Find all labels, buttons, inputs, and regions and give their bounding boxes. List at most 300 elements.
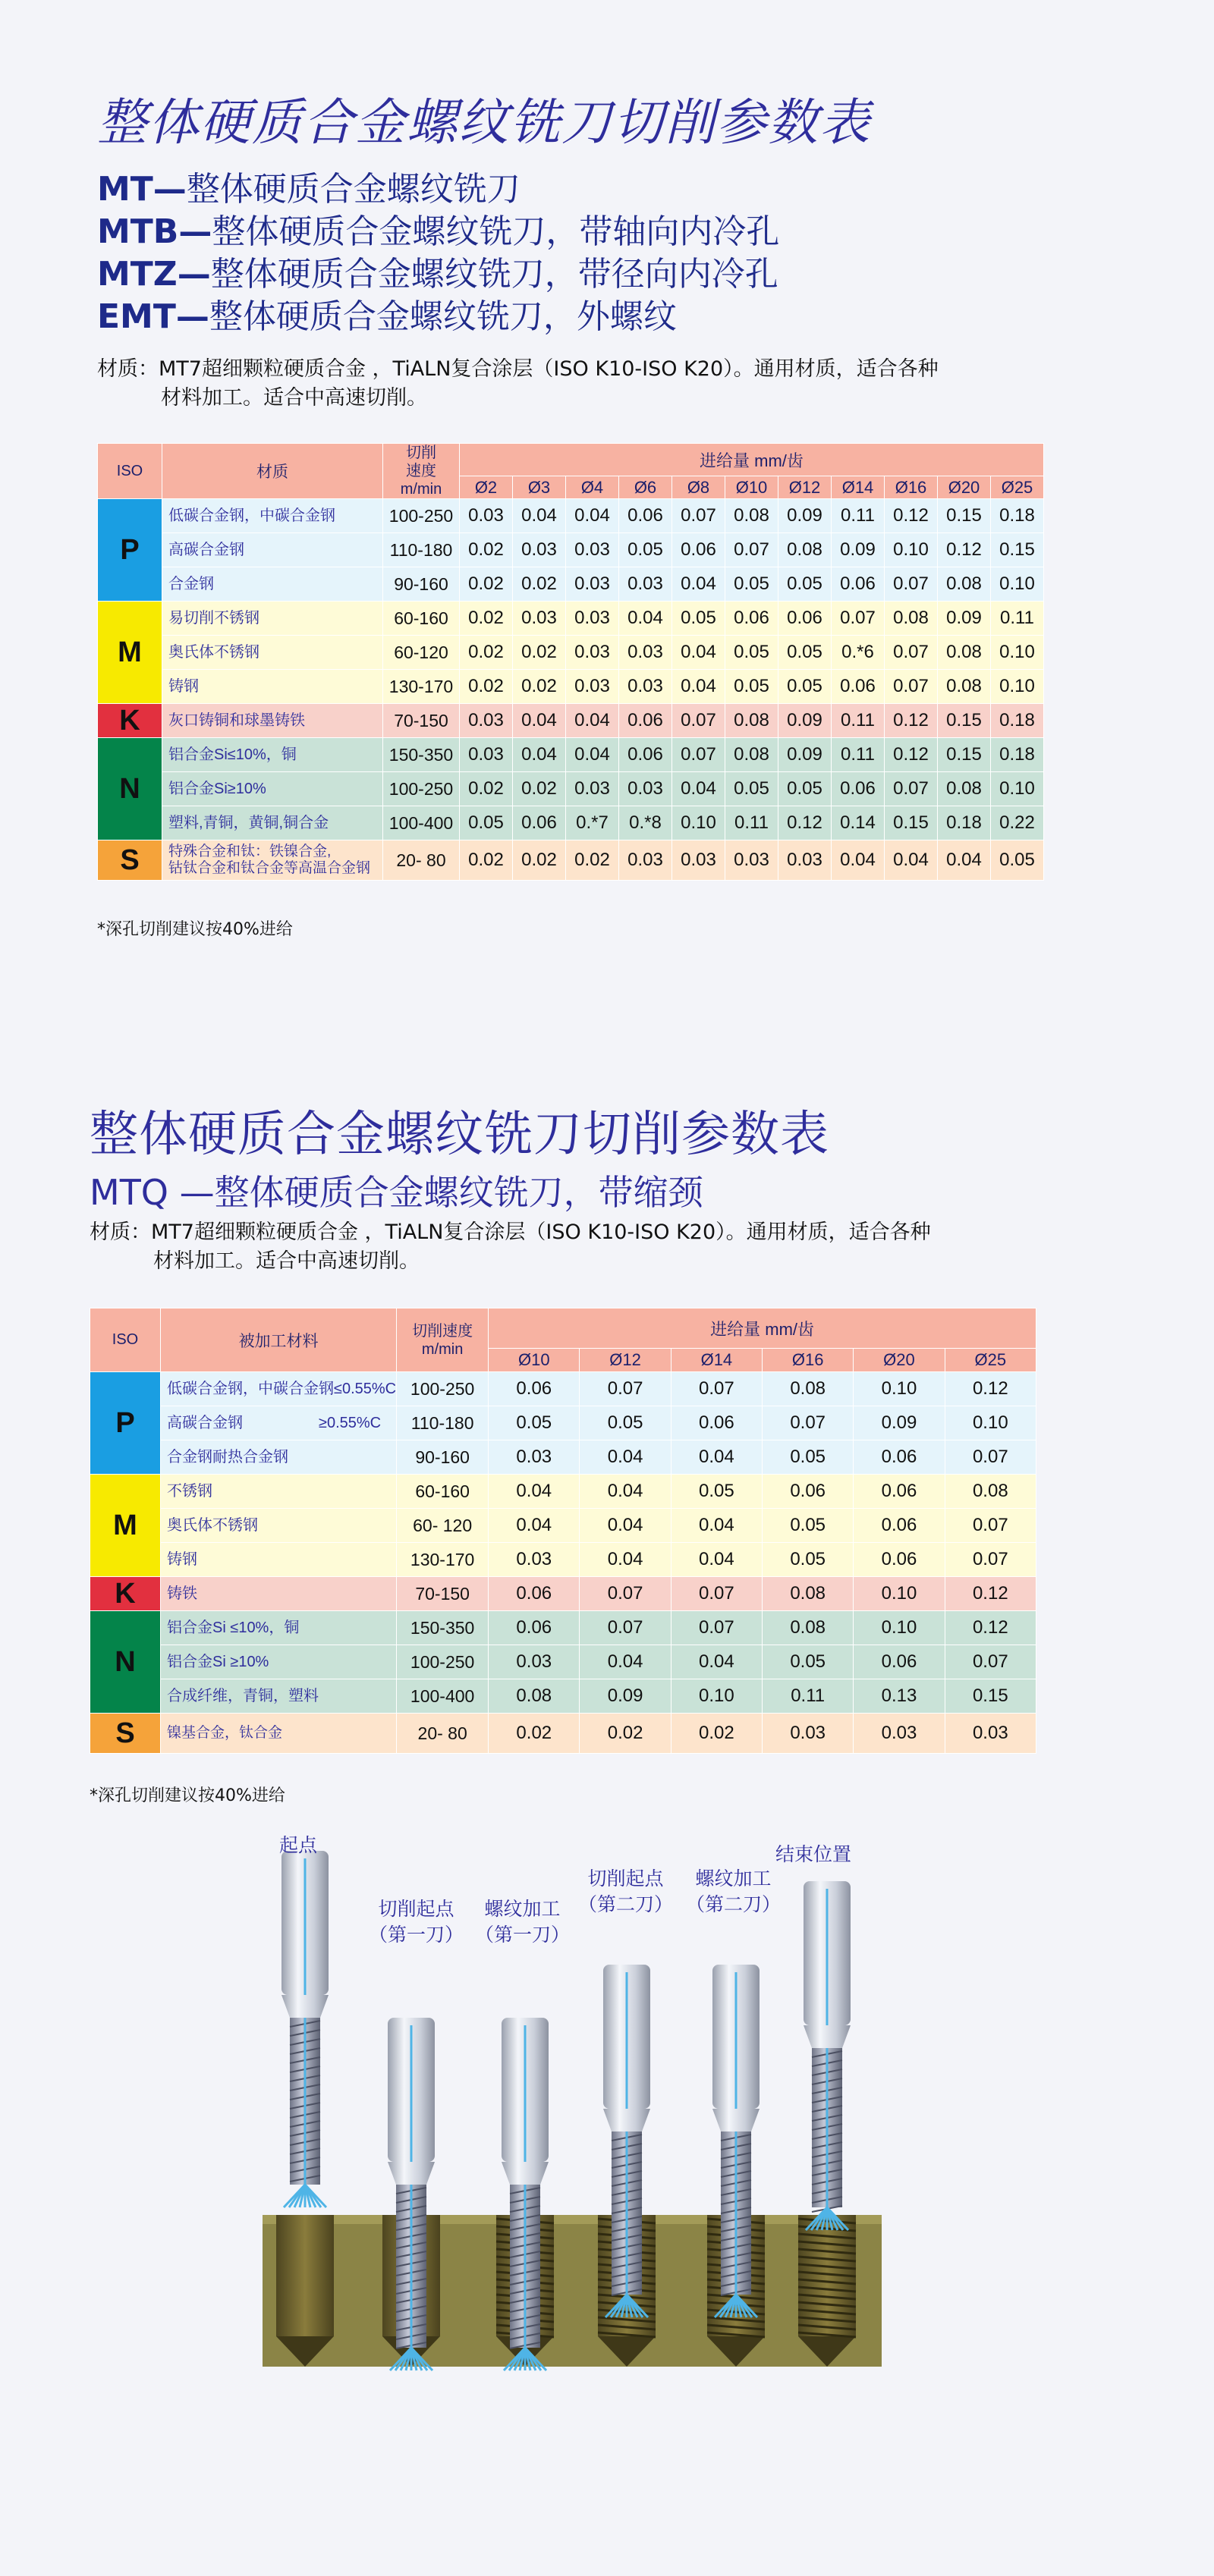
feed-value-cell: 0.08 xyxy=(885,602,938,636)
feed-value-cell: 0.18 xyxy=(991,704,1044,738)
feed-value-cell: 0.04 xyxy=(672,670,725,704)
feed-value-cell: 0.03 xyxy=(513,533,566,567)
feed-value-cell: 0.12 xyxy=(945,1372,1036,1406)
feed-value-cell: 0.10 xyxy=(672,806,725,840)
feed-value-cell: 0.06 xyxy=(489,1577,580,1611)
page-title-1: 整体硬质合金螺纹铣刀切削参数表 xyxy=(97,93,871,152)
table-row xyxy=(90,1577,1036,1611)
header-speed-line: 速度 xyxy=(406,463,436,479)
speed-cell: 20- 80 xyxy=(383,840,460,881)
table-header-row xyxy=(98,444,1044,476)
table-row xyxy=(98,840,1044,881)
deep-hole-note-2: *深孔切削建议按40%进给 xyxy=(90,1786,285,1805)
product-subtitle-mtq: MTQ —整体硬质合金螺纹铣刀，带缩颈 xyxy=(90,1172,703,1213)
iso-group-S: S xyxy=(90,1714,161,1754)
feed-value-cell: 0.04 xyxy=(672,567,725,602)
feed-value-cell: 0.04 xyxy=(832,840,885,881)
feed-value-cell: 0.02 xyxy=(460,772,513,806)
feed-value-cell: 0.12 xyxy=(938,533,991,567)
threaded-hole xyxy=(276,2215,334,2336)
header-speed-line: 切削速度 xyxy=(412,1322,473,1340)
material-cell: 铸钢 xyxy=(162,670,383,704)
speed-cell: 100-400 xyxy=(397,1679,489,1714)
material-cell: 奥氏体不锈钢 xyxy=(162,636,383,670)
speed-cell: 20- 80 xyxy=(397,1714,489,1754)
speed-cell: 90-160 xyxy=(397,1440,489,1475)
feed-value-cell: 0.02 xyxy=(460,840,513,881)
feed-value-cell: 0.08 xyxy=(938,670,991,704)
feed-value-cell: 0.03 xyxy=(619,567,672,602)
feed-value-cell: 0.08 xyxy=(763,1577,854,1611)
material-cell: 铸钢 xyxy=(161,1543,397,1577)
feed-value-cell: 0.*7 xyxy=(566,806,619,840)
feed-value-cell: 0.02 xyxy=(460,670,513,704)
feed-value-cell: 0.08 xyxy=(938,636,991,670)
feed-value-cell: 0.08 xyxy=(763,1372,854,1406)
product-code: MT— xyxy=(97,170,187,209)
feed-value-cell: 0.07 xyxy=(885,670,938,704)
table-row xyxy=(90,1611,1036,1645)
feed-value-cell: 0.05 xyxy=(725,772,778,806)
feed-value-cell: 0.09 xyxy=(832,533,885,567)
feed-value-cell: 0.03 xyxy=(672,840,725,881)
feed-value-cell: 0.08 xyxy=(938,567,991,602)
feed-value-cell: 0.04 xyxy=(671,1440,762,1475)
feed-value-cell: 0.06 xyxy=(832,567,885,602)
feed-value-cell: 0.12 xyxy=(945,1611,1036,1645)
table-header-row xyxy=(90,1308,1036,1349)
feed-value-cell: 0.04 xyxy=(580,1543,671,1577)
feed-value-cell: 0.10 xyxy=(671,1679,762,1714)
product-desc: 整体硬质合金螺纹铣刀，带径向内冷孔 xyxy=(210,255,778,294)
header-diameter: Ø10 xyxy=(489,1349,580,1372)
feed-value-cell: 0.07 xyxy=(671,1577,762,1611)
feed-value-cell: 0.04 xyxy=(938,840,991,881)
material-cell: 塑料,青铜，黄铜,铜合金 xyxy=(162,806,383,840)
feed-value-cell: 0.06 xyxy=(854,1543,945,1577)
material-cell: 低碳合金钢，中碳合金钢 xyxy=(162,499,383,533)
material-cell: 铝合金Si≤10%，铜 xyxy=(162,738,383,772)
product-code-list xyxy=(97,168,779,338)
feed-value-cell: 0.10 xyxy=(854,1611,945,1645)
table-row xyxy=(90,1714,1036,1754)
feed-value-cell: 0.08 xyxy=(725,499,778,533)
feed-value-cell: 0.05 xyxy=(778,567,832,602)
feed-value-cell: 0.02 xyxy=(513,636,566,670)
feed-value-cell: 0.05 xyxy=(778,670,832,704)
feed-value-cell: 0.22 xyxy=(991,806,1044,840)
iso-group-M: M xyxy=(90,1475,161,1577)
speed-cell: 150-350 xyxy=(383,738,460,772)
iso-group-N: N xyxy=(98,738,162,840)
speed-cell: 70-150 xyxy=(397,1577,489,1611)
feed-value-cell: 0.12 xyxy=(885,738,938,772)
feed-value-cell: 0.05 xyxy=(460,806,513,840)
feed-value-cell: 0.11 xyxy=(832,499,885,533)
feed-value-cell: 0.06 xyxy=(671,1406,762,1440)
feed-value-cell: 0.04 xyxy=(489,1475,580,1509)
cutting-parameter-table-1 xyxy=(97,443,1044,881)
header-diameter: Ø6 xyxy=(619,476,672,499)
feed-value-cell: 0.05 xyxy=(763,1440,854,1475)
feed-value-cell: 0.04 xyxy=(580,1475,671,1509)
feed-value-cell: 0.05 xyxy=(725,567,778,602)
feed-value-cell: 0.07 xyxy=(671,1611,762,1645)
feed-value-cell: 0.04 xyxy=(671,1543,762,1577)
feed-value-cell: 0.04 xyxy=(513,499,566,533)
speed-cell: 60-160 xyxy=(397,1475,489,1509)
material-cell: 合金钢 xyxy=(162,567,383,602)
feed-value-cell: 0.09 xyxy=(854,1406,945,1440)
header-iso: ISO xyxy=(90,1308,161,1372)
label-start: 起点 xyxy=(279,1834,318,1856)
feed-value-cell: 0.05 xyxy=(725,636,778,670)
table-row xyxy=(90,1543,1036,1577)
speed-cell: 130-170 xyxy=(383,670,460,704)
material-cell: 不锈钢 xyxy=(161,1475,397,1509)
feed-value-cell: 0.10 xyxy=(854,1372,945,1406)
table-row xyxy=(98,567,1044,602)
feed-value-cell: 0.02 xyxy=(513,670,566,704)
feed-value-cell: 0.06 xyxy=(619,738,672,772)
material-cell: 低碳合金钢，中碳合金钢≤0.55%C xyxy=(161,1372,397,1406)
feed-value-cell: 0.10 xyxy=(991,670,1044,704)
feed-value-cell: 0.03 xyxy=(489,1543,580,1577)
feed-value-cell: 0.03 xyxy=(854,1714,945,1754)
header-diameter: Ø16 xyxy=(885,476,938,499)
speed-cell: 100-250 xyxy=(397,1372,489,1406)
feed-value-cell: 0.07 xyxy=(945,1509,1036,1543)
feed-value-cell: 0.03 xyxy=(778,840,832,881)
table-row xyxy=(98,738,1044,772)
material-cell: 铝合金Si≥10% xyxy=(162,772,383,806)
material-cell: 灰口铸铜和球墨铸铁 xyxy=(162,704,383,738)
material-cell: 合金钢耐热合金钢 xyxy=(161,1440,397,1475)
header-diameter: Ø2 xyxy=(460,476,513,499)
feed-value-cell: 0.09 xyxy=(778,738,832,772)
label-thread-1: 螺纹加工 （第一刀） xyxy=(475,1898,571,1946)
speed-cell: 60-120 xyxy=(383,636,460,670)
feed-value-cell: 0.07 xyxy=(672,704,725,738)
feed-value-cell: 0.05 xyxy=(671,1475,762,1509)
feed-value-cell: 0.03 xyxy=(566,602,619,636)
feed-value-cell: 0.03 xyxy=(619,840,672,881)
header-speed-line: m/min xyxy=(400,481,442,498)
feed-value-cell: 0.05 xyxy=(991,840,1044,881)
table-row xyxy=(90,1372,1036,1406)
feed-value-cell: 0.09 xyxy=(580,1679,671,1714)
feed-value-cell: 0.06 xyxy=(763,1475,854,1509)
deep-hole-note-1: *深孔切削建议按40%进给 xyxy=(97,920,293,939)
feed-value-cell: 0.02 xyxy=(460,602,513,636)
feed-value-cell: 0.07 xyxy=(580,1611,671,1645)
speed-cell: 60- 120 xyxy=(397,1509,489,1543)
feed-value-cell: 0.15 xyxy=(991,533,1044,567)
feed-value-cell: 0.*6 xyxy=(832,636,885,670)
product-desc: 整体硬质合金螺纹铣刀 xyxy=(186,170,521,209)
feed-value-cell: 0.10 xyxy=(991,636,1044,670)
feed-value-cell: 0.04 xyxy=(580,1440,671,1475)
feed-value-cell: 0.04 xyxy=(671,1509,762,1543)
feed-value-cell: 0.03 xyxy=(566,772,619,806)
feed-value-cell: 0.06 xyxy=(489,1372,580,1406)
feed-value-cell: 0.06 xyxy=(489,1611,580,1645)
speed-cell: 130-170 xyxy=(397,1543,489,1577)
feed-value-cell: 0.13 xyxy=(854,1679,945,1714)
iso-group-K: K xyxy=(90,1577,161,1611)
table-row xyxy=(90,1509,1036,1543)
feed-value-cell: 0.11 xyxy=(832,738,885,772)
feed-value-cell: 0.12 xyxy=(885,499,938,533)
header-cutting-speed xyxy=(383,444,460,499)
feed-value-cell: 0.05 xyxy=(580,1406,671,1440)
feed-value-cell: 0.07 xyxy=(885,567,938,602)
header-diameter: Ø20 xyxy=(854,1349,945,1372)
feed-value-cell: 0.06 xyxy=(725,602,778,636)
feed-value-cell: 0.08 xyxy=(778,533,832,567)
feed-value-cell: 0.03 xyxy=(566,636,619,670)
header-diameter: Ø16 xyxy=(763,1349,854,1372)
product-code-row xyxy=(97,253,779,296)
feed-value-cell: 0.04 xyxy=(580,1645,671,1679)
iso-group-M: M xyxy=(98,602,162,704)
product-desc: 整体硬质合金螺纹铣刀，带轴向内冷孔 xyxy=(212,212,780,251)
feed-value-cell: 0.03 xyxy=(460,738,513,772)
label-thread-2: 螺纹加工 （第二刀） xyxy=(686,1868,782,1915)
feed-value-cell: 0.11 xyxy=(991,602,1044,636)
feed-value-cell: 0.02 xyxy=(489,1714,580,1754)
speed-cell: 110-180 xyxy=(383,533,460,567)
feed-value-cell: 0.03 xyxy=(566,670,619,704)
feed-value-cell: 0.04 xyxy=(580,1509,671,1543)
feed-value-cell: 0.04 xyxy=(672,772,725,806)
feed-value-cell: 0.06 xyxy=(854,1475,945,1509)
table-row xyxy=(90,1679,1036,1714)
feed-value-cell: 0.09 xyxy=(938,602,991,636)
feed-value-cell: 0.05 xyxy=(763,1509,854,1543)
speed-cell: 100-400 xyxy=(383,806,460,840)
header-diameter: Ø12 xyxy=(778,476,832,499)
feed-value-cell: 0.18 xyxy=(991,499,1044,533)
feed-value-cell: 0.15 xyxy=(945,1679,1036,1714)
material-cell: 铝合金Si ≥10% xyxy=(161,1645,397,1679)
table-row xyxy=(98,533,1044,567)
feed-value-cell: 0.08 xyxy=(945,1475,1036,1509)
product-code-row xyxy=(97,211,779,253)
material-line: 材料加工。适合中高速切削。 xyxy=(161,386,427,410)
feed-value-cell: 0.03 xyxy=(945,1714,1036,1754)
feed-value-cell: 0.03 xyxy=(460,704,513,738)
feed-value-cell: 0.18 xyxy=(938,806,991,840)
material-description-2 xyxy=(90,1218,1053,1276)
feed-value-cell: 0.11 xyxy=(725,806,778,840)
feed-value-cell: 0.06 xyxy=(854,1440,945,1475)
product-code: MTZ— xyxy=(97,255,211,294)
feed-value-cell: 0.15 xyxy=(885,806,938,840)
feed-value-cell: 0.04 xyxy=(885,840,938,881)
material-line: 材料加工。适合中高速切削。 xyxy=(153,1249,420,1273)
feed-value-cell: 0.08 xyxy=(725,738,778,772)
feed-value-cell: 0.02 xyxy=(513,567,566,602)
material-line: 材质：MT7超细颗粒硬质合金 ，TiALN复合涂层（ISO K10-ISO K20）。通用材质，适合各种 xyxy=(97,357,939,381)
product-code-row xyxy=(97,296,779,338)
feed-value-cell: 0.04 xyxy=(672,636,725,670)
header-diameter: Ø10 xyxy=(725,476,778,499)
iso-group-N: N xyxy=(90,1611,161,1714)
header-iso: ISO xyxy=(98,444,162,499)
feed-value-cell: 0.08 xyxy=(725,704,778,738)
feed-value-cell: 0.09 xyxy=(778,499,832,533)
feed-value-cell: 0.06 xyxy=(854,1509,945,1543)
page-title-2: 整体硬质合金螺纹铣刀切削参数表 xyxy=(90,1107,829,1163)
iso-group-S: S xyxy=(98,840,162,881)
feed-value-cell: 0.05 xyxy=(778,636,832,670)
speed-cell: 100-250 xyxy=(397,1645,489,1679)
material-cell: 镍基合金，钛合金 xyxy=(161,1714,397,1754)
header-diameter: Ø25 xyxy=(991,476,1044,499)
feed-value-cell: 0.12 xyxy=(885,704,938,738)
feed-value-cell: 0.07 xyxy=(885,772,938,806)
feed-value-cell: 0.07 xyxy=(672,738,725,772)
table-row xyxy=(98,636,1044,670)
feed-value-cell: 0.07 xyxy=(945,1440,1036,1475)
feed-value-cell: 0.10 xyxy=(991,772,1044,806)
header-diameter: Ø25 xyxy=(945,1349,1036,1372)
table-row xyxy=(98,772,1044,806)
product-desc: 整体硬质合金螺纹铣刀，外螺纹 xyxy=(209,297,677,336)
feed-value-cell: 0.08 xyxy=(938,772,991,806)
feed-value-cell: 0.03 xyxy=(725,840,778,881)
table-row xyxy=(98,602,1044,636)
feed-value-cell: 0.15 xyxy=(938,738,991,772)
process-diagram xyxy=(263,1836,885,2382)
table-row xyxy=(90,1475,1036,1509)
label-end-position: 结束位置 xyxy=(775,1843,852,1865)
feed-value-cell: 0.02 xyxy=(513,840,566,881)
header-diameter: Ø14 xyxy=(671,1349,762,1372)
feed-value-cell: 0.07 xyxy=(885,636,938,670)
feed-value-cell: 0.03 xyxy=(619,772,672,806)
feed-value-cell: 0.07 xyxy=(580,1577,671,1611)
feed-value-cell: 0.06 xyxy=(854,1645,945,1679)
feed-value-cell: 0.04 xyxy=(489,1509,580,1543)
material-cell: 合成纤维，青铜，塑料 xyxy=(161,1679,397,1714)
feed-value-cell: 0.03 xyxy=(489,1645,580,1679)
feed-value-cell: 0.03 xyxy=(513,602,566,636)
feed-value-cell: 0.02 xyxy=(580,1714,671,1754)
material-cell: 高碳合金钢 ≥0.55%C xyxy=(161,1406,397,1440)
header-diameter: Ø20 xyxy=(938,476,991,499)
feed-value-cell: 0.07 xyxy=(671,1372,762,1406)
material-description-1 xyxy=(97,355,1053,413)
iso-group-P: P xyxy=(90,1372,161,1475)
speed-cell: 100-250 xyxy=(383,772,460,806)
label-cut-start-2: 切削起点 （第二刀） xyxy=(578,1868,674,1915)
feed-value-cell: 0.18 xyxy=(991,738,1044,772)
speed-cell: 100-250 xyxy=(383,499,460,533)
header-feed: 进给量 mm/齿 xyxy=(489,1308,1036,1349)
feed-value-cell: 0.05 xyxy=(763,1645,854,1679)
feed-value-cell: 0.04 xyxy=(513,704,566,738)
header-feed: 进给量 mm/齿 xyxy=(460,444,1044,476)
header-material: 材质 xyxy=(162,444,383,499)
feed-value-cell: 0.07 xyxy=(763,1406,854,1440)
feed-value-cell: 0.04 xyxy=(671,1645,762,1679)
feed-value-cell: 0.07 xyxy=(725,533,778,567)
speed-cell: 60-160 xyxy=(383,602,460,636)
feed-value-cell: 0.12 xyxy=(945,1577,1036,1611)
cutting-parameter-table-2 xyxy=(90,1308,1036,1754)
header-diameter: Ø8 xyxy=(672,476,725,499)
speed-cell: 150-350 xyxy=(397,1611,489,1645)
thread-milling-process-illustration xyxy=(263,1836,885,2382)
feed-value-cell: 0.14 xyxy=(832,806,885,840)
feed-value-cell: 0.02 xyxy=(460,636,513,670)
feed-value-cell: 0.15 xyxy=(938,499,991,533)
feed-value-cell: 0.05 xyxy=(619,533,672,567)
header-diameter: Ø12 xyxy=(580,1349,671,1372)
feed-value-cell: 0.11 xyxy=(832,704,885,738)
material-cell: 铸铁 xyxy=(161,1577,397,1611)
feed-value-cell: 0.03 xyxy=(619,636,672,670)
material-cell: 铝合金Si ≤10%，铜 xyxy=(161,1611,397,1645)
speed-cell: 70-150 xyxy=(383,704,460,738)
feed-value-cell: 0.10 xyxy=(991,567,1044,602)
table-row xyxy=(98,704,1044,738)
feed-value-cell: 0.02 xyxy=(671,1714,762,1754)
header-diameter: Ø14 xyxy=(832,476,885,499)
table-row xyxy=(90,1645,1036,1679)
feed-value-cell: 0.03 xyxy=(566,533,619,567)
feed-value-cell: 0.10 xyxy=(885,533,938,567)
feed-value-cell: 0.02 xyxy=(566,840,619,881)
label-cut-start-1: 切削起点 （第一刀） xyxy=(369,1898,464,1946)
feed-value-cell: 0.06 xyxy=(513,806,566,840)
material-line: 材质：MT7超细颗粒硬质合金 ，TiALN复合涂层（ISO K10-ISO K20）。通用材质，适合各种 xyxy=(90,1220,931,1244)
feed-value-cell: 0.04 xyxy=(566,704,619,738)
header-diameter: Ø4 xyxy=(566,476,619,499)
table-row xyxy=(98,499,1044,533)
feed-value-cell: 0.03 xyxy=(460,499,513,533)
feed-value-cell: 0.02 xyxy=(513,772,566,806)
feed-value-cell: 0.03 xyxy=(566,567,619,602)
feed-value-cell: 0.10 xyxy=(854,1577,945,1611)
feed-value-cell: 0.04 xyxy=(513,738,566,772)
feed-value-cell: 0.08 xyxy=(489,1679,580,1714)
feed-value-cell: 0.06 xyxy=(619,499,672,533)
material-cell: 特殊合金和钛：铁镍合金, 钴钛合金和钛合金等高温合金钢 xyxy=(162,840,383,881)
feed-value-cell: 0.03 xyxy=(763,1714,854,1754)
feed-value-cell: 0.07 xyxy=(945,1645,1036,1679)
feed-value-cell: 0.07 xyxy=(832,602,885,636)
feed-value-cell: 0.07 xyxy=(580,1372,671,1406)
header-speed-line: m/min xyxy=(421,1340,464,1358)
speed-cell: 90-160 xyxy=(383,567,460,602)
feed-value-cell: 0.07 xyxy=(945,1543,1036,1577)
feed-value-cell: 0.02 xyxy=(460,567,513,602)
table-row xyxy=(90,1406,1036,1440)
table-row xyxy=(98,806,1044,840)
feed-value-cell: 0.10 xyxy=(945,1406,1036,1440)
feed-value-cell: 0.12 xyxy=(778,806,832,840)
feed-value-cell: 0.06 xyxy=(778,602,832,636)
feed-value-cell: 0.07 xyxy=(672,499,725,533)
product-code-row xyxy=(97,168,779,211)
feed-value-cell: 0.11 xyxy=(763,1679,854,1714)
header-diameter: Ø3 xyxy=(513,476,566,499)
table-row xyxy=(90,1440,1036,1475)
feed-value-cell: 0.05 xyxy=(778,772,832,806)
